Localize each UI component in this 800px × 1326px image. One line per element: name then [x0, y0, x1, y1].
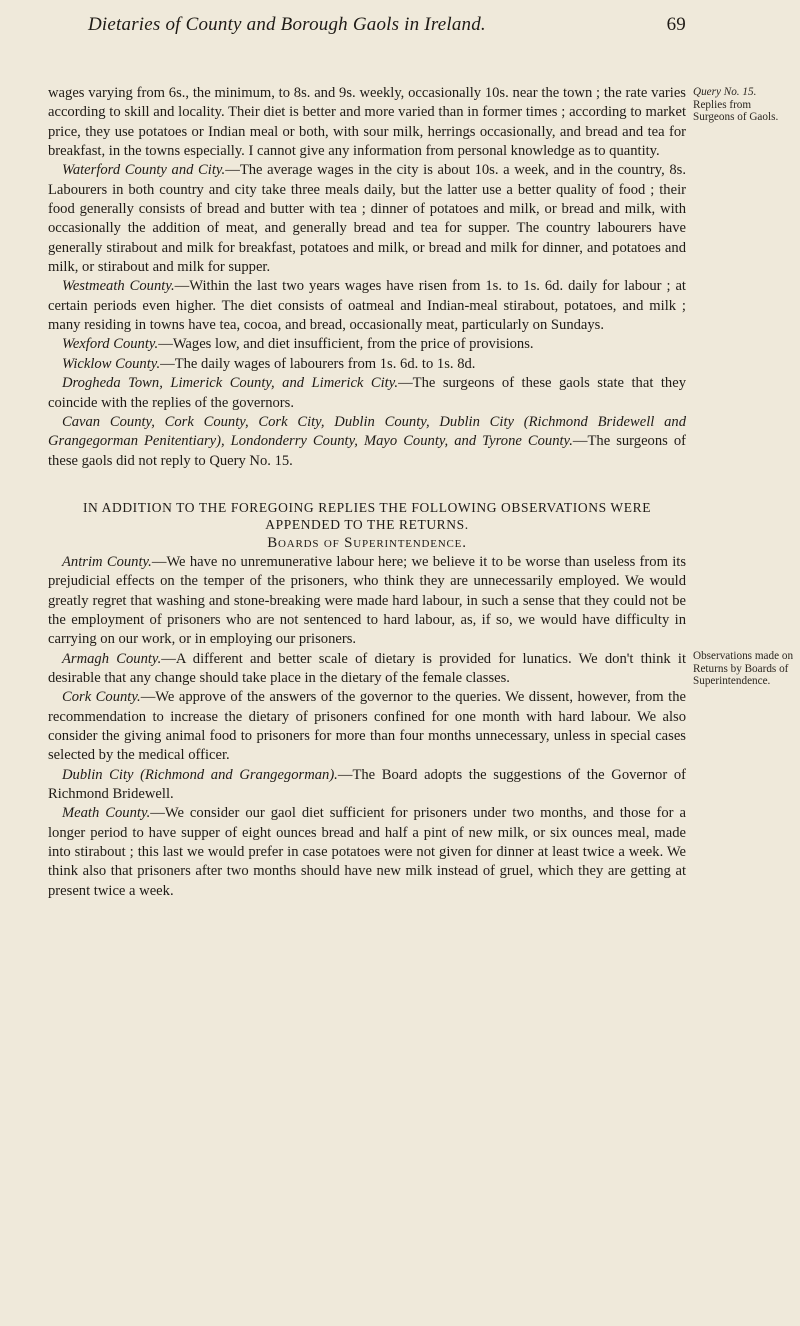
- label-meath: Meath County.: [62, 805, 151, 822]
- paragraph-cavan: [48, 413, 686, 471]
- running-title: Dietaries of County and Borough Gaols in Ireland.: [88, 14, 486, 35]
- page-header: [88, 14, 686, 36]
- margin-note-observations: [693, 650, 795, 688]
- text-wicklow: —The daily wages of labourers from 1s. 6d. to 1s. 8d.: [160, 355, 476, 372]
- paragraph-westmeath: [48, 277, 686, 335]
- section-heading: IN ADDITION TO THE FOREGOING REPLIES THE FOLLOWING OBSERVATIONS WERE APPENDED TO THE RETURNS.: [82, 499, 652, 532]
- text-meath: —We consider our gaol diet sufficient for prisoners under two months, and those for a longer period to have supper of eight ounces bread and half a pint of new milk, or six ounces meal, made into stirabout ; this last we would prefer in case potatoes were not given for dinner at least twice a week. We think also that prisoners after two months should have new milk instead of gruel, which they are getting at present twice a week.: [48, 805, 686, 899]
- text-cork: —We approve of the answers of the governor to the queries. We dissent, however, from the recommendation to increase the dietary of prisoners confined for one month with hard labour. We also consider the giving animal food to prisoners for more than four months unnecessary, unless in special cases selected by the medical officer.: [48, 689, 686, 764]
- margin-note-query: [693, 86, 795, 124]
- label-cork: Cork County.: [62, 689, 141, 706]
- page-body: [48, 84, 686, 901]
- text-waterford: —The average wages in the city is about 10s. a week, and in the country, 8s. Labourers in both country and city take three meals daily, but the latter use a better quality of food ; their food generally consists of bread and butter with tea ; dinner of potatoes and milk, or bread and milk, with occasionally the addition of meat, and generally bread and tea for supper. The country labourers have generally stirabout and milk for breakfast, potatoes and milk, or bread and milk for dinner, and potatoes and milk, or stirabout and milk for supper.: [48, 162, 686, 276]
- paragraph-wicklow: [48, 355, 686, 374]
- paragraph-meath: [48, 804, 686, 901]
- label-wexford: Wexford County.: [62, 336, 159, 353]
- margin-replies: Replies from Surgeons of Gaols.: [693, 98, 779, 124]
- paragraph-wexford: [48, 335, 686, 354]
- label-cavan: Cavan County, Cork County, Cork City, Dublin County, Dublin City (Richmond Bridewell and Grangegorman Penitentiary), Londonderry County, Mayo County, and Tyrone County.: [48, 413, 686, 450]
- margin-observations: Observations made on Returns by Boards of Superintendence.: [693, 650, 794, 688]
- label-wicklow: Wicklow County.: [62, 355, 161, 372]
- label-dublin: Dublin City (Richmond and Grangegorman).: [62, 766, 338, 783]
- label-armagh: Armagh County.: [62, 650, 162, 667]
- text-antrim: —We have no unremunerative labour here; we believe it to be worse than useless from its prejudicial effects on the temper of the prisoners, who think they are unnecessarily employed. We would greatly regret that washing and stone-breaking were made hard labour, in such a sense that they could not be the employment of prisoners who are not sentenced to hard labour, as, if so, we would have difficulty in carrying on our work, or in employing our prisoners.: [48, 553, 687, 648]
- label-drogheda: Drogheda Town, Limerick County, and Limerick City.: [62, 375, 399, 392]
- text-drogheda: —The surgeons of these gaols state that they coincide with the replies of the governors.: [48, 375, 686, 411]
- paragraph-armagh: [48, 650, 686, 689]
- label-westmeath: Westmeath County.: [62, 278, 175, 295]
- paragraph-drogheda: [48, 374, 686, 413]
- label-antrim: Antrim County.: [62, 553, 152, 570]
- text-cavan: —The surgeons of these gaols did not reply to Query No. 15.: [48, 433, 686, 469]
- paragraph-wages: wages varying from 6s., the minimum, to 8s. and 9s. weekly, occasionally 10s. near the town ; the rate varies according to skill and locality. Their diet is better and more varied than in former times ; according to market price, they use potatoes or Indian meal or both, with sour milk, herrings occasionally, and bread and tea for breakfast, in the towns especially. I cannot give any information from personal knowledge as to quantity.: [48, 85, 686, 160]
- page-number: 69: [666, 14, 686, 35]
- section-subheading: Boards of Superintendence.: [267, 534, 467, 551]
- text-dublin: —The Board adopts the suggestions of the Governor of Richmond Bridewell.: [48, 766, 686, 802]
- margin-query: Query No. 15.: [693, 86, 757, 98]
- paragraph-cork: [48, 688, 686, 765]
- text-armagh: —A different and better scale of dietary is provided for lunatics. We don't think it desirable that any change should take place in the dietary of the female classes.: [48, 650, 686, 686]
- paragraph-antrim: [48, 553, 686, 650]
- text-westmeath: —Within the last two years wages have risen from 1s. to 1s. 6d. daily for labour ; at certain periods even higher. The diet consists of oatmeal and Indian-meal stirabout, potatoes, and milk ; many residing in towns have tea, cocoa, and bread, occasionally meat, particularly on Sundays.: [48, 278, 686, 334]
- paragraph-dublin: [48, 766, 686, 805]
- paragraph-waterford: [48, 161, 686, 277]
- text-wexford: —Wages low, and diet insufficient, from the price of provisions.: [158, 336, 534, 353]
- label-waterford: Waterford County and City.: [62, 162, 226, 179]
